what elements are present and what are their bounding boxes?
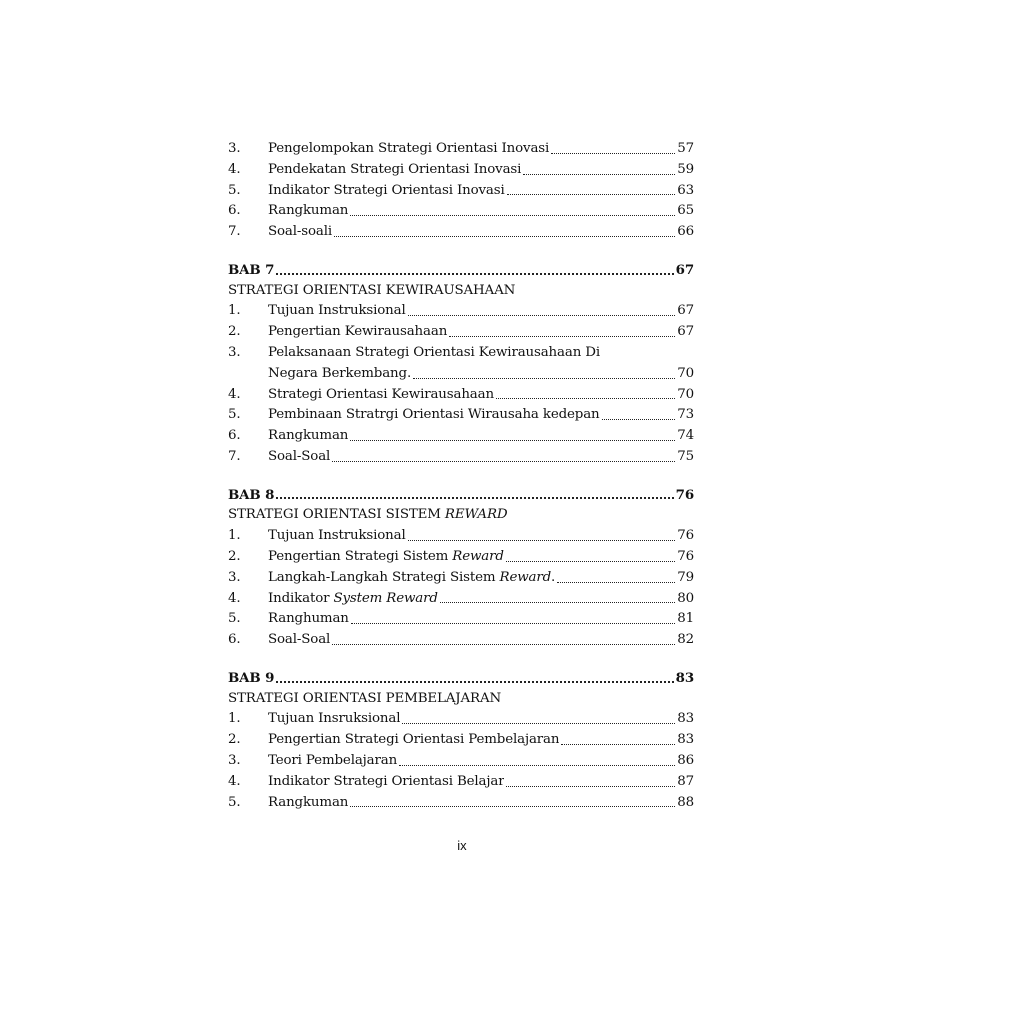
- chapter-line: [228, 485, 694, 506]
- dot-leader: [351, 622, 675, 624]
- entry-title: Tujuan Instruksional: [268, 303, 406, 319]
- entry-number: 5.: [228, 794, 241, 810]
- entry-number: 4.: [228, 773, 241, 789]
- toc-entry: [228, 201, 694, 222]
- entry-title-italic: System Reward: [333, 590, 438, 606]
- entry-page: 75: [677, 448, 694, 464]
- toc-entry: [228, 222, 694, 243]
- entry-title: Rangkuman: [268, 203, 349, 219]
- chapter-line: [228, 668, 694, 689]
- entry-title-wrap: [268, 222, 332, 243]
- dot-leader: [402, 722, 675, 724]
- entry-page: 73: [677, 407, 694, 423]
- entry-page: 63: [677, 182, 694, 198]
- entry-number: 6.: [228, 203, 241, 219]
- entry-page: 87: [677, 773, 694, 789]
- entry-number: 1.: [228, 528, 241, 544]
- entry-number: 4.: [228, 590, 241, 606]
- entry-number: 5.: [228, 407, 241, 423]
- toc-entry: [228, 301, 694, 322]
- dot-leader: [506, 785, 675, 787]
- entry-title-wrap: [268, 730, 559, 751]
- entry-title: Pelaksanaan Strategi Orientasi Kewirausahaan Di: [268, 344, 600, 360]
- entry-title-wrap: [268, 447, 330, 468]
- toc-entry: [228, 751, 694, 772]
- entry-page: 83: [677, 711, 694, 727]
- toc-entry: [228, 343, 694, 364]
- chapter-heading-text: STRATEGI ORIENTASI KEWIRAUSAHAAN: [228, 282, 516, 298]
- entry-page: 76: [677, 548, 694, 564]
- entry-title: Pembinaan Stratrgi Orientasi Wirausaha kedepan: [268, 407, 600, 423]
- toc-entry: [228, 630, 694, 651]
- entry-title: Pengelompokan Strategi Orientasi Inovasi: [268, 141, 550, 156]
- entry-title: Indikator Strategi Orientasi Inovasi: [268, 182, 505, 198]
- chapter-line: [228, 260, 694, 281]
- entry-title: Langkah-Langkah Strategi Sistem: [268, 569, 500, 585]
- chapter-label: BAB 7: [228, 261, 275, 278]
- entry-page: 70: [677, 386, 694, 402]
- entry-title-italic: Reward: [499, 569, 552, 585]
- entry-title-wrap: [268, 385, 494, 406]
- dot-leader: [350, 214, 675, 216]
- entry-title: Soal-Soal: [268, 448, 331, 464]
- entry-number: 5.: [228, 182, 241, 198]
- table-of-contents: [228, 139, 694, 813]
- entry-page: 79: [677, 569, 694, 585]
- chapter-page: 67: [675, 261, 694, 278]
- entry-title-wrap: [268, 568, 555, 589]
- entry-title: Teori Pembelajaran: [268, 752, 398, 768]
- toc-entry: [228, 609, 694, 630]
- dot-leader: [523, 173, 675, 175]
- entry-number: 1.: [228, 303, 241, 319]
- chapter-label: BAB 8: [228, 486, 275, 503]
- entry-title-wrap: [268, 793, 348, 814]
- entry-number: 7.: [228, 224, 241, 240]
- chapter-heading: [228, 505, 694, 526]
- dot-leader: [506, 560, 675, 562]
- entry-number: 3.: [228, 752, 241, 768]
- entry-page: 76: [677, 528, 694, 544]
- entry-title: Pengertian Strategi Orientasi Pembelajaran: [268, 732, 560, 748]
- entry-title-suffix: .: [551, 569, 556, 585]
- entry-page: 57: [677, 141, 694, 156]
- entry-title-wrap: [268, 139, 549, 160]
- entry-number: 6.: [228, 632, 241, 648]
- entry-title: Pengertian Kewirausahaan: [268, 324, 448, 340]
- dot-leader: [413, 377, 675, 379]
- entry-number: 2.: [228, 732, 241, 748]
- dot-leader: [276, 496, 673, 499]
- entry-title-wrap: [268, 609, 349, 630]
- entry-number: 3.: [228, 344, 241, 360]
- chapter-page: 83: [675, 669, 694, 686]
- dot-leader: [332, 460, 675, 462]
- toc-entry: [228, 526, 694, 547]
- toc-entry: [228, 547, 694, 568]
- entry-title: Indikator: [268, 590, 334, 606]
- entry-title-wrap: [268, 426, 348, 447]
- entry-number: 3.: [228, 141, 241, 156]
- dot-leader: [408, 314, 676, 316]
- entry-number: 4.: [228, 161, 241, 177]
- dot-leader: [561, 743, 675, 745]
- toc-entry: [228, 447, 694, 468]
- toc-entry-continuation: [228, 364, 694, 385]
- entry-title-continued: Negara Berkembang.: [268, 365, 412, 381]
- entry-title-wrap: [268, 547, 504, 568]
- dot-leader: [276, 680, 673, 683]
- entry-number: 2.: [228, 548, 241, 564]
- entry-title-wrap: [268, 405, 600, 426]
- entry-page: 65: [677, 203, 694, 219]
- dot-leader: [507, 193, 676, 195]
- toc-entry: [228, 160, 694, 181]
- entry-title: Tujuan Instruksional: [268, 528, 406, 544]
- entry-page: 80: [677, 590, 694, 606]
- toc-entry: [228, 793, 694, 814]
- entry-page: 88: [677, 794, 694, 810]
- dot-leader: [557, 581, 675, 583]
- entry-title-wrap: [268, 322, 447, 343]
- entry-number: 5.: [228, 611, 241, 627]
- dot-leader: [496, 397, 675, 399]
- chapter-heading-text: STRATEGI ORIENTASI PEMBELAJARAN: [228, 690, 502, 706]
- toc-entry: [228, 385, 694, 406]
- entry-title-wrap: [268, 181, 505, 202]
- entry-page: 66: [677, 224, 694, 240]
- chapter-heading-text: STRATEGI ORIENTASI SISTEM: [228, 507, 445, 523]
- entry-page: 82: [677, 632, 694, 648]
- chapter-heading: [228, 281, 694, 302]
- entry-title: Tujuan Insruksional: [268, 711, 401, 727]
- entry-page: 70: [677, 365, 694, 381]
- entry-page: 67: [677, 324, 694, 340]
- toc-entry: [228, 772, 694, 793]
- entry-page: 59: [677, 161, 694, 177]
- entry-number: 2.: [228, 324, 241, 340]
- entry-title-wrap: [268, 301, 406, 322]
- chapter-label: BAB 9: [228, 669, 275, 686]
- entry-title: Rangkuman: [268, 428, 349, 444]
- entry-title: Rangkuman: [268, 794, 349, 810]
- entry-title-wrap: [268, 772, 504, 793]
- dot-leader: [276, 272, 673, 275]
- entry-number: 6.: [228, 428, 241, 444]
- toc-entry: [228, 589, 694, 610]
- entry-title-wrap: [268, 709, 400, 730]
- dot-leader: [332, 643, 675, 645]
- entry-page: 83: [677, 732, 694, 748]
- toc-entry: [228, 568, 694, 589]
- dot-leader: [334, 235, 675, 237]
- entry-title: Indikator Strategi Orientasi Belajar: [268, 773, 505, 789]
- entry-title: Pengertian Strategi Sistem: [268, 548, 453, 564]
- chapter-page: 76: [675, 486, 694, 503]
- entry-title-italic: Reward: [452, 548, 504, 564]
- toc-entry: [228, 405, 694, 426]
- entry-page: 81: [677, 611, 694, 627]
- page-number: ix: [457, 838, 467, 853]
- entry-title-wrap: [268, 526, 406, 547]
- toc-entry: [228, 322, 694, 343]
- toc-entry: [228, 730, 694, 751]
- entry-title: Strategi Orientasi Kewirausahaan: [268, 386, 494, 402]
- entry-title-wrap: [268, 160, 521, 181]
- entry-number: 1.: [228, 711, 241, 727]
- entry-page: 86: [677, 752, 694, 768]
- dot-leader: [399, 764, 675, 766]
- dot-leader: [350, 805, 675, 807]
- toc-entry: [228, 181, 694, 202]
- entry-page: 67: [677, 303, 694, 319]
- entry-number: 4.: [228, 386, 241, 402]
- entry-title-wrap: [268, 630, 330, 651]
- entry-title-wrap: [268, 201, 348, 222]
- entry-title: Ranghuman: [268, 611, 349, 627]
- entry-title-wrap: [268, 589, 438, 610]
- entry-title: Pendekatan Strategi Orientasi Inovasi: [268, 161, 522, 177]
- entry-page: 74: [677, 428, 694, 444]
- entry-title: Soal-soali: [268, 224, 333, 240]
- dot-leader: [440, 601, 675, 603]
- toc-entry: [228, 139, 694, 160]
- dot-leader: [551, 152, 675, 154]
- dot-leader: [408, 539, 676, 541]
- chapter-heading-italic: REWARD: [444, 507, 508, 523]
- toc-entry: [228, 709, 694, 730]
- entry-number: 7.: [228, 448, 241, 464]
- entry-number: 3.: [228, 569, 241, 585]
- dot-leader: [350, 439, 675, 441]
- toc-entry: [228, 426, 694, 447]
- entry-title-wrap: [268, 751, 397, 772]
- chapter-heading: [228, 689, 694, 710]
- dot-leader: [449, 335, 675, 337]
- entry-title: Soal-Soal: [268, 632, 331, 648]
- dot-leader: [602, 418, 676, 420]
